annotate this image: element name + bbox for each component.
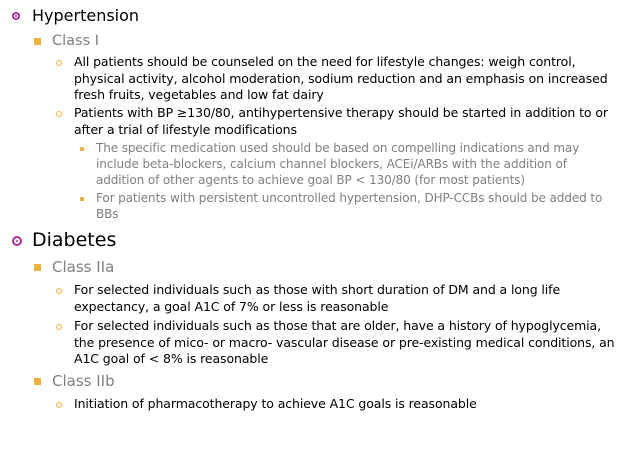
square-icon [34, 378, 41, 385]
class-heading-class-iia [34, 258, 614, 277]
list-item [56, 105, 616, 138]
item-text: Patients with BP ≥130/80, antihypertensive therapy should be started in addition to or after a trial of lifestyle modifications [74, 105, 608, 137]
item-text: All patients should be counseled on the need for lifestyle changes: weigh control, physical activity, alcohol moderation, sodium reduction and an emphasis on increased fresh fruits, vegetables and low fat dairy [74, 54, 608, 102]
small-square-icon [80, 147, 84, 151]
class-heading-class-iib [34, 372, 614, 391]
square-icon [34, 38, 41, 45]
class-label: Class IIa [52, 258, 115, 276]
ring-icon [56, 324, 62, 330]
section-heading: Hypertension [32, 6, 140, 25]
sub-list-item [80, 140, 614, 188]
list-item [56, 396, 618, 413]
item-text: Initiation of pharmacotherapy to achieve A1C goals is reasonable [74, 396, 477, 411]
ring-icon [56, 288, 62, 294]
section-diabetes [12, 228, 612, 252]
ring-icon [56, 60, 62, 66]
circle-dot-icon [12, 236, 22, 246]
section-heading: Diabetes [32, 229, 117, 251]
item-text: For selected individuals such as those that are older, have a history of hypoglycemia, the presence of mico- or macro- vascular disease or pre-existing medical conditions, an A1C goal of < 8% is reasonable [74, 318, 615, 366]
list-item [56, 318, 618, 368]
sub-list-item [80, 190, 614, 222]
item-text: For selected individuals such as those with short duration of DM and a long life expectancy, a goal A1C of 7% or less is reasonable [74, 282, 561, 314]
small-square-icon [80, 197, 84, 201]
circle-dot-icon [12, 12, 20, 20]
subitem-text: The specific medication used should be based on compelling indications and may include beta-blockers, calcium channel blockers, ACEi/ARBs with the addition of addition of other agents to achieve goal BP < 130/80 (for most patients) [96, 141, 580, 187]
square-icon [34, 264, 41, 271]
class-label: Class IIb [52, 372, 115, 390]
ring-icon [56, 402, 62, 408]
class-label: Class I [52, 33, 100, 49]
list-item [56, 282, 618, 315]
section-hypertension [12, 6, 612, 26]
subitem-text: For patients with persistent uncontrolled hypertension, DHP-CCBs should be added to BBs [96, 191, 603, 221]
class-heading-class-i [34, 32, 614, 50]
ring-icon [56, 111, 62, 117]
list-item [56, 54, 616, 104]
